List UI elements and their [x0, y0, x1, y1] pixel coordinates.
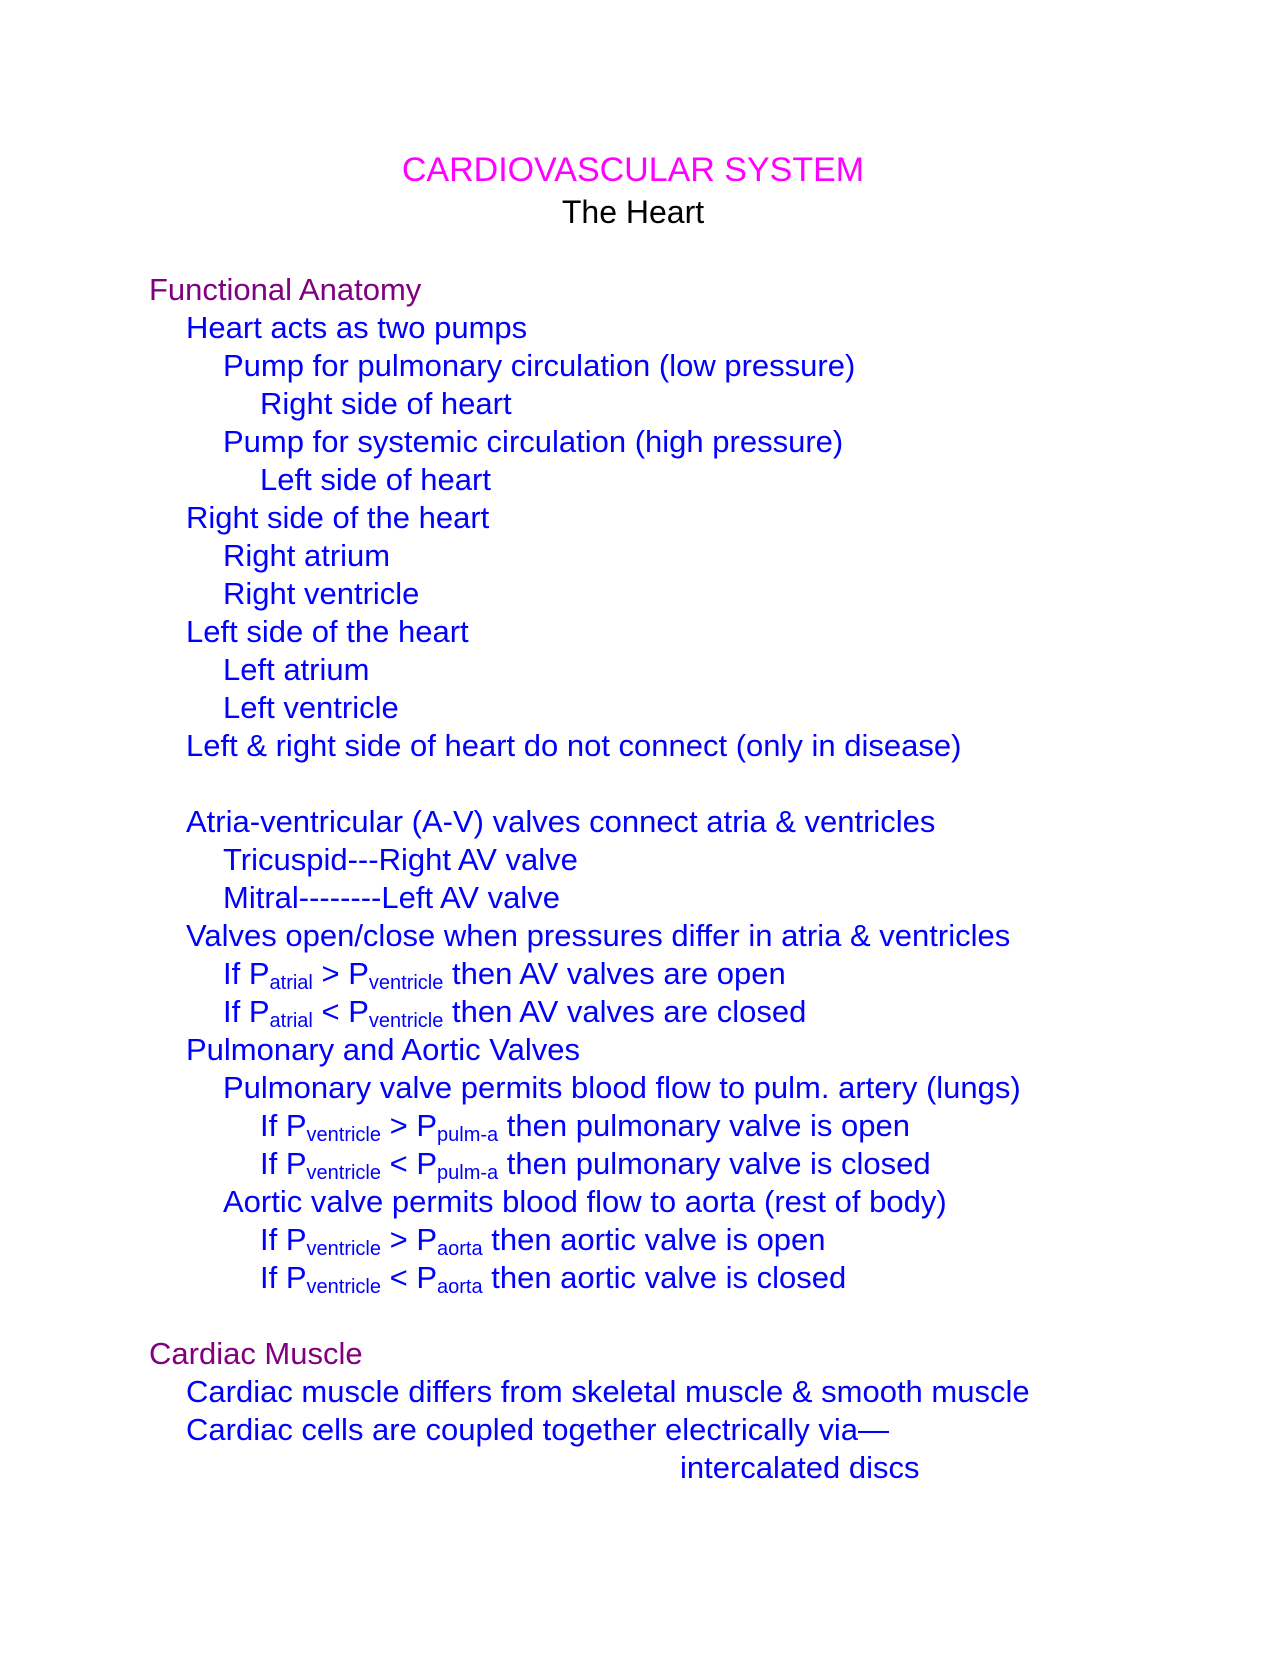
- outline-item: Pulmonary valve permits blood flow to pulm. artery (lungs): [223, 1070, 1021, 1105]
- section-heading-cardiac-muscle: Cardiac Muscle: [149, 1336, 363, 1371]
- pressure-condition-item: If $P_{atrial} < P_{ventricle}$ then AV valves are closed: [223, 994, 807, 1032]
- outline-item: Valves open/close when pressures differ in atria & ventricles: [186, 918, 1011, 953]
- outline-item: Left side of heart: [260, 462, 491, 497]
- outline-item: Pulmonary and Aortic Valves: [186, 1032, 581, 1067]
- outline-item: Tricuspid---Right AV valve: [223, 842, 578, 877]
- document-subtitle: The Heart: [561, 194, 705, 230]
- outline-item: Right ventricle: [223, 576, 420, 611]
- outline-item: Pump for pulmonary circulation (low pressure): [223, 348, 856, 383]
- outline-item: Right side of the heart: [186, 500, 490, 535]
- outline-item: Right side of heart: [260, 386, 512, 421]
- outline-item-continuation: intercalated discs: [680, 1450, 920, 1485]
- pressure-condition-item: If $P_{ventricle} > P_{aorta}$ then aortic valve is open: [260, 1222, 826, 1260]
- outline-item: Cardiac cells are coupled together electrically via—: [186, 1412, 889, 1447]
- pressure-condition-item: If $P_{atrial} > P_{ventricle}$ then AV valves are open: [223, 956, 786, 994]
- outline-item: Heart acts as two pumps: [186, 310, 528, 345]
- outline-item: Cardiac muscle differs from skeletal muscle & smooth muscle: [186, 1374, 1030, 1409]
- document-title: CARDIOVASCULAR SYSTEM: [401, 151, 865, 189]
- blank-line: [149, 1297, 1249, 1335]
- pressure-condition-item: If $P_{ventricle} < P_{pulm-a}$ then pulmonary valve is closed: [260, 1146, 931, 1184]
- outline-item: Left ventricle: [223, 690, 399, 725]
- outline-item: Pump for systemic circulation (high pressure): [223, 424, 844, 459]
- pressure-condition-item: If $P_{ventricle} > P_{pulm-a}$ then pulmonary valve is open: [260, 1108, 911, 1146]
- pressure-condition-item: If $P_{ventricle} < P_{aorta}$ then aortic valve is closed: [260, 1260, 847, 1298]
- outline-item: Mitral--------Left AV valve: [223, 880, 561, 915]
- outline-content: [149, 271, 1249, 1487]
- blank-line: [149, 765, 1249, 803]
- outline-item: Aortic valve permits blood flow to aorta (rest of body): [223, 1184, 947, 1219]
- outline-item: Left side of the heart: [186, 614, 469, 649]
- outline-item: Left & right side of heart do not connect (only in disease): [186, 728, 962, 763]
- outline-item: Atria-ventricular (A-V) valves connect atria & ventricles: [186, 804, 936, 839]
- outline-item: Left atrium: [223, 652, 370, 687]
- outline-item: Right atrium: [223, 538, 391, 573]
- section-heading-functional-anatomy: Functional Anatomy: [149, 272, 422, 307]
